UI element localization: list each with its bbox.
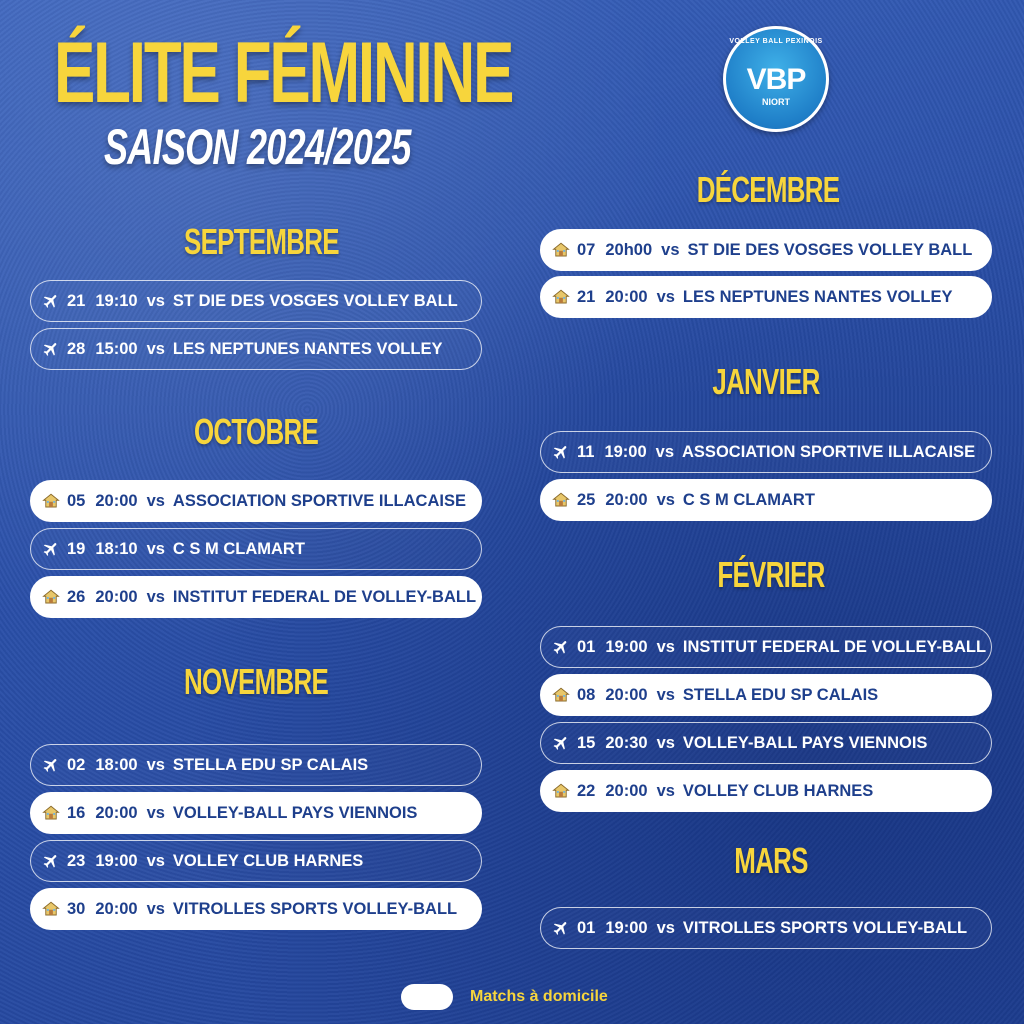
match-day: 11: [577, 442, 595, 461]
airplane-icon: [41, 851, 61, 871]
match-vs: vs: [146, 491, 165, 510]
match-row: [540, 674, 992, 716]
match-vs: vs: [146, 899, 165, 918]
match-opponent: VITROLLES SPORTS VOLLEY-BALL: [682, 918, 968, 937]
airplane-icon: [551, 733, 571, 753]
match-opponent: ST DIE DES VOSGES VOLLEY BALL: [687, 240, 973, 259]
house-icon: [41, 803, 61, 823]
match-time: 20:00: [95, 899, 138, 918]
airplane-icon: [551, 442, 571, 462]
match-day: 30: [67, 899, 86, 918]
match-opponent: LES NEPTUNES NANTES VOLLEY: [682, 287, 953, 306]
match-time: 15:00: [95, 339, 138, 358]
match-opponent: INSTITUT FEDERAL DE VOLLEY-BALL: [172, 587, 477, 606]
match-time: 19:00: [604, 442, 647, 461]
home-legend-label: Matchs à domicile: [470, 988, 608, 1005]
match-vs: vs: [661, 240, 680, 259]
match-day: 02: [67, 755, 86, 774]
month-heading-octobre: OCTOBRE: [193, 411, 319, 452]
house-icon: [551, 781, 571, 801]
match-row: [540, 276, 992, 318]
match-day: 01: [577, 918, 596, 937]
match-row: [30, 480, 482, 522]
match-vs: vs: [656, 490, 675, 509]
match-time: 20:00: [605, 490, 648, 509]
match-row: [540, 770, 992, 812]
match-vs: vs: [656, 918, 675, 937]
match-day: 05: [67, 491, 86, 510]
month-heading-janvier: JANVIER: [712, 361, 820, 402]
match-opponent: ST DIE DES VOSGES VOLLEY BALL: [172, 291, 458, 310]
match-opponent: VOLLEY-BALL PAYS VIENNOIS: [172, 803, 418, 822]
match-opponent: STELLA EDU SP CALAIS: [172, 755, 369, 774]
match-row: [30, 840, 482, 882]
month-heading-septembre: SEPTEMBRE: [184, 221, 339, 262]
match-time: 20h00: [605, 240, 653, 259]
match-vs: vs: [656, 685, 675, 704]
logo-initials: VBP: [746, 63, 806, 96]
airplane-icon: [551, 637, 571, 657]
match-row: [540, 722, 992, 764]
month-heading-mars: MARS: [734, 840, 808, 881]
match-time: 20:00: [95, 587, 138, 606]
match-time: 18:00: [95, 755, 138, 774]
logo-ring-text: VOLLEY BALL PEXINOIS: [729, 38, 823, 45]
match-time: 20:00: [95, 491, 138, 510]
match-time: 18:10: [95, 539, 138, 558]
match-time: 19:00: [605, 637, 648, 656]
match-row: [30, 280, 482, 322]
match-row: [540, 431, 992, 473]
match-row: [30, 576, 482, 618]
match-time: 20:30: [605, 733, 648, 752]
match-vs: vs: [146, 291, 165, 310]
match-time: 20:00: [95, 803, 138, 822]
match-vs: vs: [146, 539, 165, 558]
logo-city: NIORT: [762, 97, 790, 107]
match-day: 08: [577, 685, 596, 704]
house-icon: [41, 587, 61, 607]
house-icon: [41, 491, 61, 511]
match-row: [540, 907, 992, 949]
airplane-icon: [41, 755, 61, 775]
match-vs: vs: [146, 587, 165, 606]
match-time: 19:10: [95, 291, 138, 310]
match-day: 23: [67, 851, 86, 870]
match-day: 21: [67, 291, 86, 310]
match-opponent: LES NEPTUNES NANTES VOLLEY: [172, 339, 443, 358]
match-vs: vs: [146, 851, 165, 870]
match-row: [540, 626, 992, 668]
match-day: 16: [67, 803, 86, 822]
match-vs: vs: [655, 442, 675, 461]
airplane-icon: [41, 539, 61, 559]
match-vs: vs: [656, 781, 675, 800]
match-row: [30, 528, 482, 570]
match-vs: vs: [656, 287, 675, 306]
match-day: 19: [67, 539, 86, 558]
match-opponent: C S M CLAMART: [682, 490, 815, 509]
match-time: 19:00: [95, 851, 138, 870]
house-icon: [551, 685, 571, 705]
match-opponent: VOLLEY CLUB HARNES: [172, 851, 364, 870]
match-day: 22: [577, 781, 596, 800]
airplane-icon: [41, 339, 61, 359]
match-vs: vs: [146, 803, 165, 822]
match-opponent: VOLLEY CLUB HARNES: [682, 781, 874, 800]
house-icon: [41, 899, 61, 919]
house-icon: [551, 490, 571, 510]
match-row: [30, 888, 482, 930]
match-day: 15: [577, 733, 596, 752]
season-subtitle: SAISON 2024/2025: [104, 119, 411, 175]
house-icon: [551, 287, 571, 307]
match-day: 28: [67, 339, 86, 358]
match-opponent: ASSOCIATION SPORTIVE ILLACAISE: [682, 442, 976, 461]
match-vs: vs: [146, 755, 165, 774]
match-opponent: VOLLEY-BALL PAYS VIENNOIS: [682, 733, 928, 752]
match-opponent: ASSOCIATION SPORTIVE ILLACAISE: [172, 491, 466, 510]
home-legend-swatch: [401, 984, 453, 1010]
match-row: [540, 229, 992, 271]
airplane-icon: [41, 291, 61, 311]
match-row: [30, 744, 482, 786]
match-opponent: C S M CLAMART: [172, 539, 305, 558]
match-day: 01: [577, 637, 596, 656]
match-vs: vs: [146, 339, 165, 358]
month-heading-fevrier: FÉVRIER: [717, 554, 825, 595]
match-time: 20:00: [605, 287, 648, 306]
match-row: [30, 328, 482, 370]
match-row: [540, 479, 992, 521]
airplane-icon: [551, 918, 571, 938]
club-logo: [723, 26, 829, 132]
match-day: 25: [577, 490, 596, 509]
match-opponent: INSTITUT FEDERAL DE VOLLEY-BALL: [682, 637, 987, 656]
month-heading-novembre: NOVEMBRE: [184, 661, 329, 702]
match-vs: vs: [656, 733, 675, 752]
match-vs: vs: [656, 637, 675, 656]
house-icon: [551, 240, 571, 260]
page-title: ÉLITE FÉMININE: [54, 25, 513, 121]
match-opponent: VITROLLES SPORTS VOLLEY-BALL: [172, 899, 458, 918]
match-opponent: STELLA EDU SP CALAIS: [682, 685, 879, 704]
match-time: 19:00: [605, 918, 648, 937]
match-day: 21: [577, 287, 596, 306]
month-heading-decembre: DÉCEMBRE: [696, 169, 840, 210]
match-day: 07: [577, 240, 596, 259]
match-time: 20:00: [605, 781, 648, 800]
match-row: [30, 792, 482, 834]
match-day: 26: [67, 587, 86, 606]
match-time: 20:00: [605, 685, 648, 704]
